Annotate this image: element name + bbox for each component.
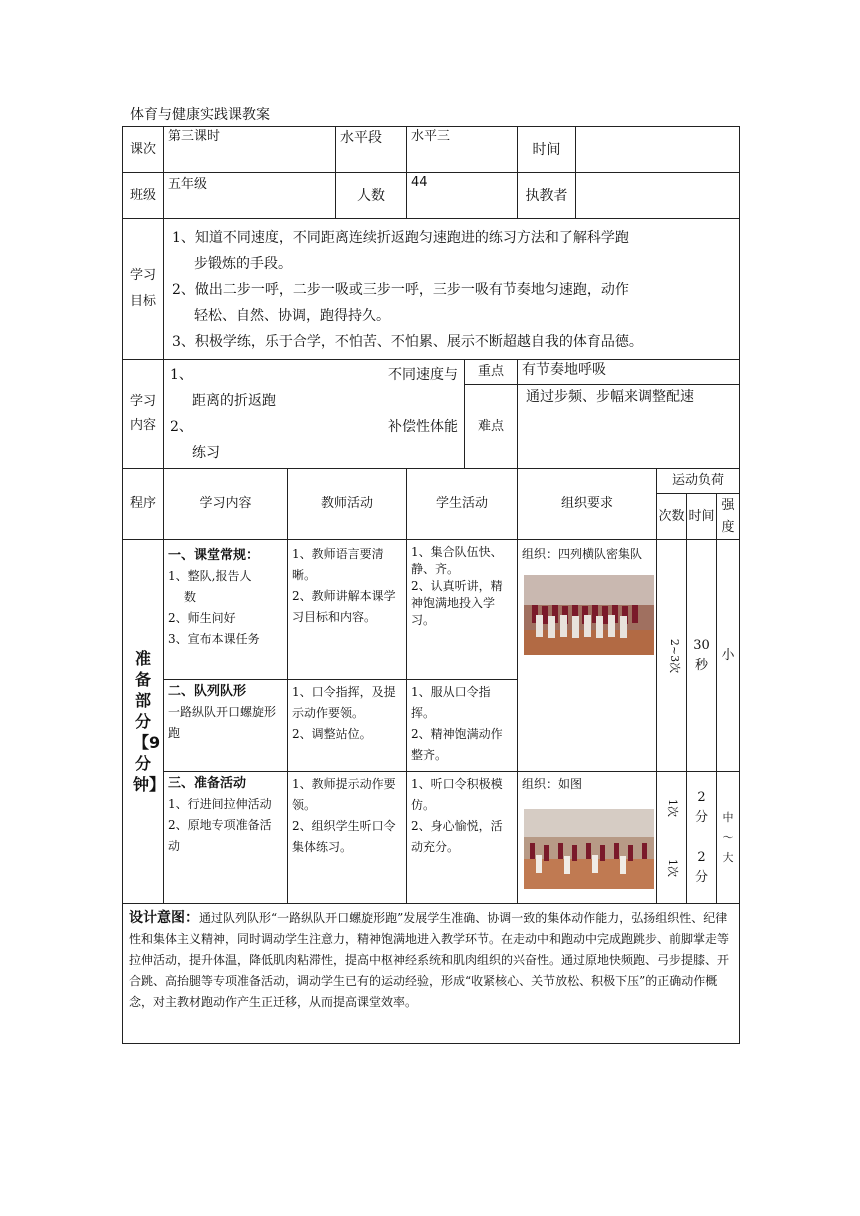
class-value: 五年级 bbox=[164, 173, 336, 219]
lesson-label: 课次 bbox=[123, 127, 164, 173]
block-2-teacher-1: 1、口令指挥，及提示动作要领。 bbox=[292, 685, 396, 720]
block-3-duration-b: 2分 bbox=[695, 849, 709, 885]
student-header: 学生活动 bbox=[407, 469, 518, 540]
block-1-duration: 30秒 bbox=[687, 540, 717, 772]
block-3-teacher-2: 2、组织学生听口令集体练习。 bbox=[292, 819, 396, 854]
block-3-org-text: 组织：如图 bbox=[522, 777, 583, 791]
org-header: 组织要求 bbox=[518, 469, 657, 540]
difficulty-label: 难点 bbox=[465, 385, 518, 469]
time-value bbox=[576, 127, 740, 173]
block-1-teacher-2: 2、教师讲解本课学习目标和内容。 bbox=[292, 589, 396, 624]
block-3-duration-a: 2分 bbox=[695, 789, 709, 825]
block-2-content bbox=[164, 680, 288, 772]
content-header: 学习内容 bbox=[164, 469, 288, 540]
block-3-org bbox=[518, 772, 657, 904]
content-label: 学习内容 bbox=[123, 360, 164, 469]
lesson-value: 第三课时 bbox=[164, 127, 336, 173]
block-1-content bbox=[164, 540, 288, 680]
teacher-header: 教师活动 bbox=[288, 469, 407, 540]
teacher-value bbox=[576, 173, 740, 219]
level-value: 水平三 bbox=[407, 127, 518, 173]
level-label: 水平段 bbox=[336, 127, 407, 173]
block-3-times bbox=[657, 772, 687, 904]
difficulty-value: 通过步频、步幅来调整配速 bbox=[518, 385, 740, 469]
key-label: 重点 bbox=[465, 360, 518, 385]
block-1-intensity: 小 bbox=[717, 540, 740, 772]
block-1-heading: 一、课堂常规： bbox=[168, 548, 260, 563]
block-3-line-1: 1、行进间拉伸活动 bbox=[168, 797, 272, 811]
block-2-student bbox=[407, 680, 518, 772]
block-2-line-1: 一路纵队开口螺旋形跑 bbox=[168, 705, 277, 740]
block-1-line-4: 3、宣布本课任务 bbox=[168, 632, 260, 646]
block-1-line-3: 2、师生问好 bbox=[168, 611, 236, 625]
count-value: 44 bbox=[407, 173, 518, 219]
block-2-student-1: 1、服从口令指挥。 bbox=[411, 685, 491, 720]
block-3-duration bbox=[687, 772, 717, 904]
warmup-photo bbox=[524, 809, 654, 889]
block-1-student-1: 1、集合队伍快、静、齐。 bbox=[411, 545, 503, 576]
objectives-label: 学习目标 bbox=[123, 219, 164, 360]
content-items bbox=[164, 360, 465, 469]
content-item-2-text: 补偿性体能 bbox=[388, 419, 459, 435]
block-1-line-2: 数 bbox=[184, 590, 197, 604]
content-item-1-cont: 距离的折返跑 bbox=[192, 393, 276, 409]
objective-2-cont: 轻松、自然、协调，跑得持久。 bbox=[194, 308, 390, 324]
count-label: 人数 bbox=[336, 173, 407, 219]
block-3-times-b: 1次 bbox=[665, 858, 679, 877]
key-value: 有节奏地呼吸 bbox=[518, 360, 740, 385]
block-1-org-text: 组织：四列横队密集队 bbox=[522, 547, 643, 561]
block-3-student-1: 1、听口令积极模仿。 bbox=[411, 777, 503, 812]
block-3-intensity: 中～大 bbox=[717, 772, 740, 904]
content-item-1-number: 1、 bbox=[170, 367, 193, 383]
block-2-teacher-2: 2、调整站位。 bbox=[292, 727, 372, 741]
content-item-2-cont: 练习 bbox=[192, 445, 220, 461]
design-intent bbox=[123, 904, 740, 1044]
times-header: 次数 bbox=[657, 494, 687, 540]
objective-3: 3、积极学练，乐于合学，不怕苦、不怕累、展示不断超越自我的体育品德。 bbox=[172, 334, 643, 350]
block-3-student-2: 2、身心愉悦，活动充分。 bbox=[411, 819, 503, 854]
procedure-header: 程序 bbox=[123, 469, 164, 540]
objective-2: 2、做出二步一呼，二步一吸或三步一呼，三步一吸有节奏地匀速跑，动作 bbox=[172, 282, 629, 298]
block-3-heading: 三、准备活动 bbox=[168, 776, 247, 791]
objective-1: 1、知道不同速度，不同距离连续折返跑匀速跑进的练习方法和了解科学跑 bbox=[172, 230, 629, 246]
intensity-header: 强度 bbox=[717, 494, 740, 540]
block-1-times bbox=[657, 540, 687, 772]
class-label: 班级 bbox=[123, 173, 164, 219]
block-3-teacher-1: 1、教师提示动作要领。 bbox=[292, 777, 396, 812]
block-1-times-text: 2~3次 bbox=[668, 638, 682, 673]
document-title: 体育与健康实践课教案 bbox=[130, 107, 270, 123]
time-label: 时间 bbox=[518, 127, 576, 173]
load-header: 运动负荷 bbox=[657, 469, 740, 494]
block-1-student-2: 2、认真听讲，精神饱满地投入学习。 bbox=[411, 579, 503, 627]
duration-header: 时间 bbox=[687, 494, 717, 540]
block-1-line-1: 1、整队,报告人 bbox=[168, 569, 252, 583]
block-2-heading: 二、队列队形 bbox=[168, 684, 247, 699]
block-1-student bbox=[407, 540, 518, 680]
block-3-times-a: 1次 bbox=[665, 798, 679, 817]
block-1-teacher-1: 1、教师语言要清晰。 bbox=[292, 547, 384, 582]
block-3-teacher bbox=[288, 772, 407, 904]
design-intent-text: 通过队列队形“一路纵队开口螺旋形跑”发展学生准确、协调一致的集体动作能力，弘扬组织性、纪律性和集体主义精神，同时调动学生注意力，精神饱满地进入教学环节。在走动中和跑动中完成跑跳步、前脚掌走等拉伸活动，提升体温，降低肌肉粘滞性，提高中枢神经系统和肌肉组织的兴奋性。通过原地快频跑、弓步提膝、开合跳、高抬腿等专项准备活动，调动学生已有的运动经验，形成“收紧核心、关节放松、积极下压”的正确动作概念，对主教材跑动作产生正迁移，从而提高课堂效率。 bbox=[129, 911, 730, 1009]
teacher-label: 执教者 bbox=[518, 173, 576, 219]
design-intent-label: 设计意图： bbox=[129, 910, 199, 926]
section-label: 准备部分【9分钟】 bbox=[123, 540, 164, 904]
objectives-list bbox=[164, 219, 740, 360]
block-2-student-2: 2、精神饱满动作整齐。 bbox=[411, 727, 503, 762]
block-3-content bbox=[164, 772, 288, 904]
block-1-teacher bbox=[288, 540, 407, 680]
lesson-plan-table bbox=[122, 126, 740, 1044]
block-3-student bbox=[407, 772, 518, 904]
content-item-2-number: 2、 bbox=[170, 419, 193, 435]
objective-1-cont: 步锻炼的手段。 bbox=[194, 256, 292, 272]
block-1-org bbox=[518, 540, 657, 772]
content-item-1-text: 不同速度与 bbox=[388, 367, 459, 383]
block-2-teacher bbox=[288, 680, 407, 772]
formation-photo bbox=[524, 575, 654, 655]
block-3-line-2: 2、原地专项准备活动 bbox=[168, 818, 272, 853]
